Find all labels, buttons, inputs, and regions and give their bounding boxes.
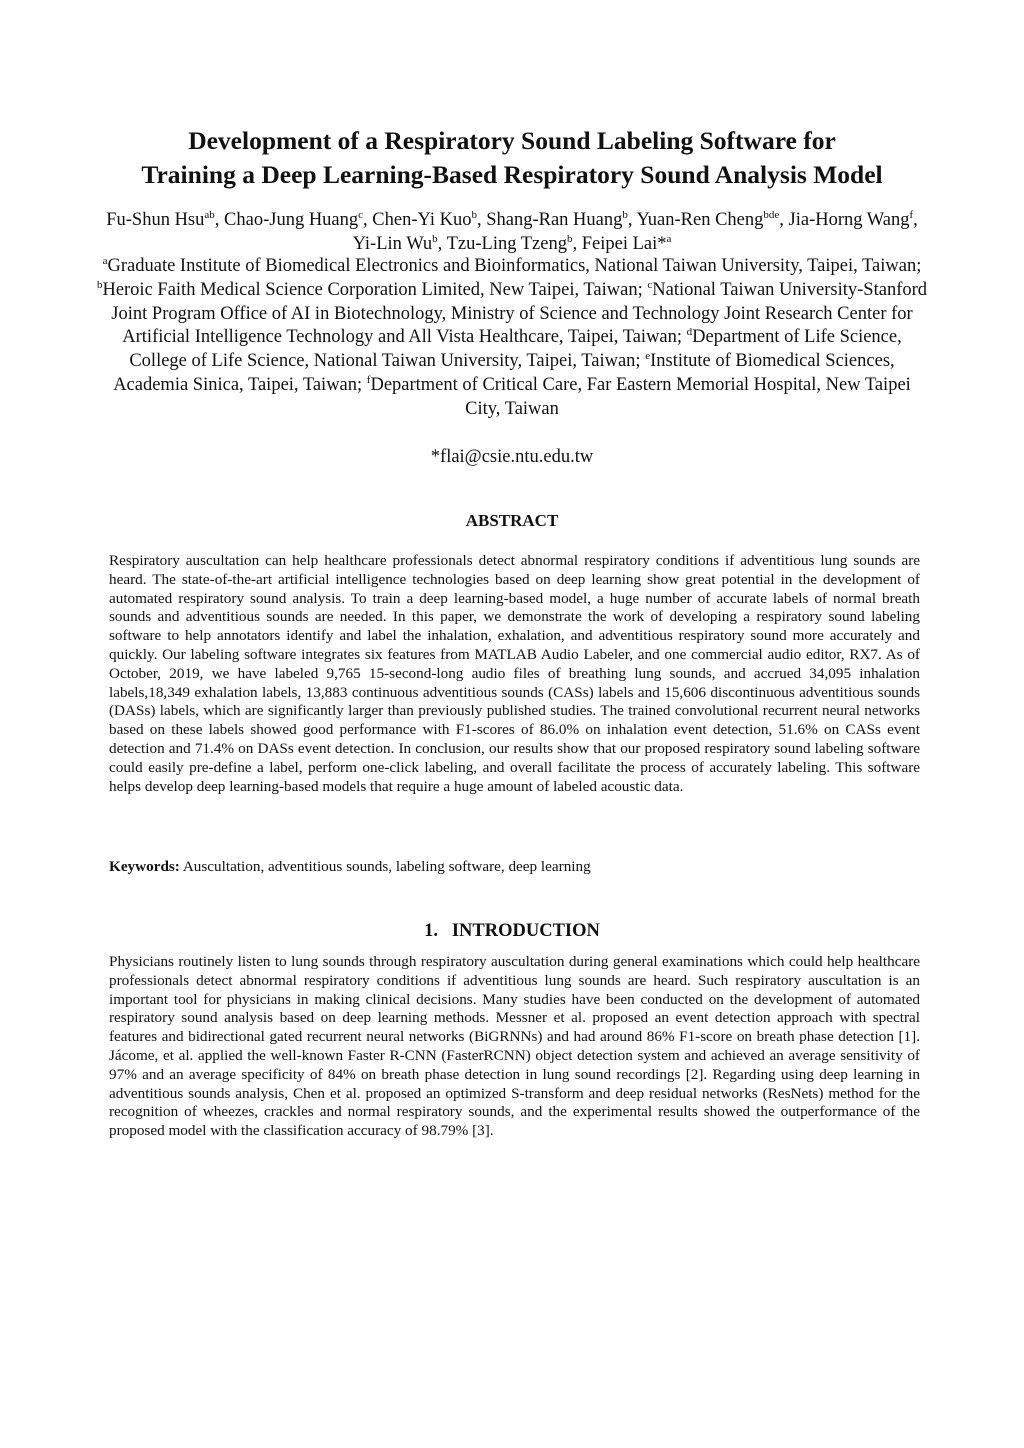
author-name: Fu-Shun Hsu [106, 210, 205, 230]
introduction-body: Physicians routinely listen to lung sounds through respiratory auscultation during general examinations which could help healthcare professionals detect abnormal respiratory conditions if adventitious lung sounds are heard. Such respiratory auscultation is an important tool for physicians in making clinical decisions. Many studies have been conducted on the development of automated respiratory sound analysis based on deep learning methods. Messner et al. proposed an event detection approach with spectral features and bidirectional gated recurrent neural networks (BiGRNNs) and had around 86% F1-score on breath phase detection [1]. Jácome, et al. applied the well-known Faster R-CNN (FasterRCNN) object detection system and achieved an average sensitivity of 97% and an average specificity of 84% on breath phase detection in lung sound recordings [2]. Regarding using deep learning in adventitious sounds analysis, Chen et al. proposed an optimized S-transform and deep residual networks (ResNets) method for the recognition of wheezes, crackles and normal respiratory sounds, and the experimental results showed the outperformance of the proposed model with the classification accuracy of 98.79% [3]. [109, 953, 920, 1140]
affiliation-sup: d [686, 326, 693, 339]
paper-title [60, 124, 964, 192]
keywords-label: Keywords: [109, 858, 180, 875]
author [106, 210, 224, 230]
author-separator: , [214, 210, 225, 230]
author-name: Tzu-Ling Tzeng [446, 234, 567, 254]
author-affil-sup: f [909, 208, 914, 221]
author-affil-sup: b [471, 208, 477, 221]
author [486, 210, 636, 230]
author-list [100, 208, 924, 256]
affiliation [97, 280, 647, 300]
author [372, 210, 486, 230]
title-line-1: Development of a Respiratory Sound Labeling Software for [188, 126, 836, 155]
author [582, 234, 672, 254]
author-separator: , [913, 210, 918, 230]
author-separator: , [363, 210, 373, 230]
author-separator: , [572, 234, 582, 254]
author [636, 210, 788, 230]
author-affil-sup: b [566, 232, 573, 245]
author [224, 210, 372, 230]
author-name: Chen-Yi Kuo [372, 210, 472, 230]
author-separator: , [476, 210, 487, 230]
author-affil-sup: ab [204, 208, 215, 221]
author [789, 210, 918, 230]
author-name: Feipei Lai* [581, 234, 667, 254]
author-affil-sup: c [358, 208, 364, 221]
affiliation-sup: f [366, 373, 371, 386]
author-separator: , [437, 234, 447, 254]
affiliation-text: Heroic Faith Medical Science Corporation Limited, New Taipei, Taiwan; [102, 279, 648, 300]
affiliation-text: Graduate Institute of Biomedical Electronics and Bioinformatics, National Taiwan University, Taipei, Taiwan; [107, 256, 922, 276]
author [447, 234, 582, 254]
author-name: Yuan-Ren Cheng [636, 210, 764, 230]
section-heading-introduction: 1. INTRODUCTION [424, 921, 600, 941]
affiliation [367, 375, 911, 419]
author-separator: , [779, 210, 789, 230]
author-affil-sup: b [622, 208, 628, 221]
affiliation-sup: c [647, 278, 653, 291]
corresponding-email[interactable]: *flai@csie.ntu.edu.tw [430, 447, 594, 467]
author-name: Shang-Ran Huang [486, 210, 623, 230]
author-name: Chao-Jung Huang [224, 210, 359, 230]
author-affil-sup: b [432, 232, 438, 245]
affiliation-text: Institute of Biomedical Sciences, Academia Sinica, Taipei, Taiwan; [113, 351, 895, 395]
author [353, 234, 447, 254]
abstract-body: Respiratory auscultation can help healthcare professionals detect abnormal respiratory conditions if adventitious lung sounds are heard. The state-of-the-art artificial intelligence technologies based on deep learning show great potential in the development of automated respiratory sound analysis. To train a deep learning-based model, a huge number of accurate labels of normal breath sounds and adventitious sounds are needed. In this paper, we demonstrate the work of developing a respiratory sound labeling software to help annotators identify and label the inhalation, exhalation, and adventitious respiratory sound more accurately and quickly. Our labeling software integrates six features from MATLAB Audio Labeler, and one commercial audio editor, RX7. As of October, 2019, we have labeled 9,765 15-second-long audio files of breathing lung sounds, and accrued 34,095 inhalation labels,18,349 exhalation labels, 13,883 continuous adventitious sounds (CASs) labels and 15,606 discontinuous adventitious sounds (DASs) labels, which are significantly larger than previously published studies. The trained convolutional recurrent neural networks based on these labels showed good performance with F1-scores of 86.0% on inhalation event detection, 51.6% on CASs event detection and 71.4% on DASs event detection. In conclusion, our results show that our proposed respiratory sound labeling software could easily pre-define a label, perform one-click labeling, and overall facilitate the process of accurately labeling. This software helps develop deep learning-based models that require a huge amount of labeled acoustic data. [109, 552, 920, 795]
keywords [109, 858, 920, 877]
affiliation-sup: a [102, 254, 108, 267]
affiliation-text: Department of Critical Care, Far Eastern Memorial Hospital, New Taipei City, Taiwan [370, 374, 911, 419]
author-name: Jia-Horng Wang [788, 210, 910, 230]
author-name: Yi-Lin Wu [352, 234, 433, 254]
title-line-2: Training a Deep Learning-Based Respiratory Sound Analysis Model [141, 160, 883, 189]
affiliations [96, 255, 928, 422]
affiliation-text: Department of Life Science, College of Life Science, National Taiwan University, Taipei, Taiwan; [129, 327, 902, 372]
abstract-heading: ABSTRACT [465, 511, 559, 530]
affiliation [103, 256, 922, 276]
author-affil-sup: bde [763, 208, 780, 221]
affiliation-sup: e [645, 350, 651, 363]
author-separator: , [627, 210, 637, 230]
author-affil-sup: a [666, 232, 672, 245]
affiliation-sup: b [96, 278, 103, 291]
keywords-text: Auscultation, adventitious sounds, labeling software, deep learning [179, 858, 591, 875]
affiliation-text: National Taiwan University-Stanford Joint Program Office of AI in Biotechnology, Ministry of Science and Technology Joint Research Center for Artificial Intelligence Technology and All Vista Healthcare, Taipei, Taiwan; [111, 279, 928, 348]
